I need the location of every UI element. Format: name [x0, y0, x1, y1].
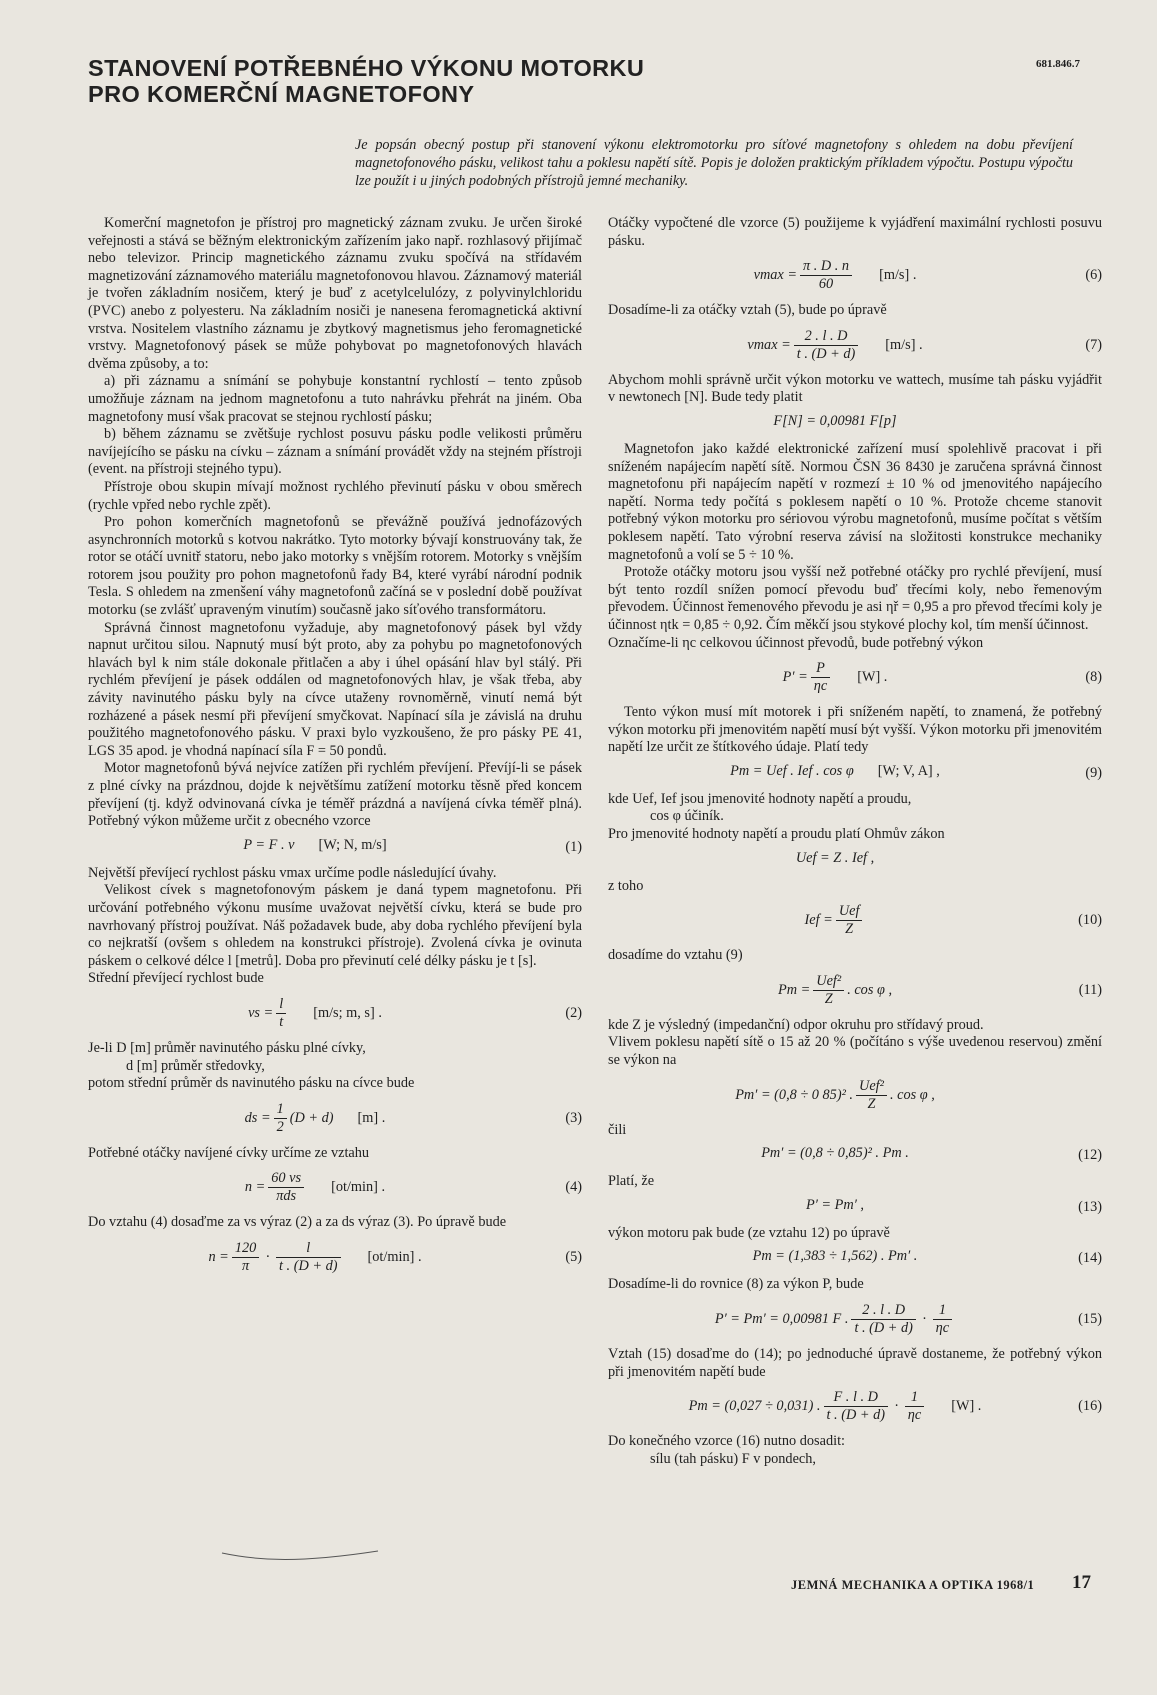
equation-11: Pm = $\frac{\text{Uef²}}{Z}$ . cos φ , (11)	[777, 972, 1102, 1007]
paragraph: Označíme-li ηc celkovou účinnost převodů, bude potřebný výkon	[608, 634, 984, 651]
paragraph: Motor magnetofonů bývá nejvíce zatížen při rychlém převíjení. Převíjí-li se pásek z plné cívky na prázdnou, dojde k největšímu zatížení motorku těsně před koncem převíjení (tj. když odvinovaná cívka je téměř prázdná a navíjená cívka téměř plná). Potřebný výkon můžeme určit z obecného vzorce	[88, 760, 582, 830]
equation-7: vmax = $\frac{2 . l . D}{t . (D + d)}$ [m/s] . (7)	[747, 327, 1102, 362]
equation-6: vmax = $\frac{\pi . D . n}{60}$ [m/s] . (6)	[753, 258, 1102, 293]
paragraph: Dosadíme-li za otáčky vztah (5), bude po úpravě	[608, 302, 887, 319]
paragraph: čili	[608, 1121, 627, 1138]
journal-footer: JEMNÁ MECHANIKA A OPTIKA 1968/1	[791, 1578, 1035, 1592]
equation-5: n = $\frac{120}{\pi}$ · $\frac{l}{t . (D + d)}$ [ot/min] . (5)	[208, 1239, 582, 1274]
paragraph: b) během záznamu se zvětšuje rychlost posuvu pásku podle velikosti průměru navíjejícího se pásku na cívku – záznam a snímání provádět vždy na stejném přístroji (event. na přístroji stejného typu).	[88, 426, 582, 478]
paragraph: Komerční magnetofon je přístroj pro magnetický záznam zvuku. Je určen široké veřejnosti a stává se běžným elektronickým zařízením jako např. rozhlasový přijímač nebo televizor. Princip magnetického záznamu zvuku spočívá na střídavém magnetizování záznamového materiálu magnetofonovou hlavou. Záznamový materiál je tvořen základním nosičem, který je buď z acetylcelulózy, z polyvinylchloridu (PVC) anebo z polyesteru. Na základním nosiči je nanesena feromagnetická aktivní vrstva. Nositelem vlastního záznamu je zbytkový magnetismus jeho feromagnetické vrstvy. Magnetofonový pásek se může pohybovat po magnetofonových hlavách dvěma způsoby, a to:	[88, 215, 582, 372]
paragraph: a) při záznamu a snímání se pohybuje konstantní rychlostí – tento způsob umožňuje záznam na jednom magnetofonu a tuto nahrávku přehrát na jiném. Oba magnetofony musí však pracovat se stejnou rychlostí pásku;	[88, 373, 582, 425]
paragraph: Otáčky vypočtené dle vzorce (5) použijeme k vyjádření maximální rychlosti posuvu pásku.	[608, 215, 1102, 249]
paragraph: Pro jmenovité hodnoty napětí a proudu platí Ohmův zákon	[608, 826, 945, 843]
paragraph: Do konečného vzorce (16) nutno dosadit:	[608, 1433, 846, 1450]
equation-ohm: Uef = Z . Ief ,	[795, 849, 875, 866]
paragraph: Dosadíme-li do rovnice (8) za výkon P, bude	[608, 1276, 864, 1293]
equation-12: Pm′ = (0,8 ÷ 0,85)² . Pm . (12)	[761, 1145, 1102, 1164]
paragraph: Abychom mohli správně určit výkon motorku ve wattech, musíme tah pásku vyjádřit v newtonech [N]. Bude tedy platit	[608, 371, 1102, 406]
equation-1: P = F . v [W; N, m/s] (1)	[243, 836, 582, 855]
paragraph: Tento výkon musí mít motorek i při sníženém napětí, to znamená, že potřebný výkon motorku při jmenovitém napětí musí být vyšší. Výkon motorku při jmenovitém napětí lze určit ze štítkového údaje. Platí tedy	[608, 704, 1102, 756]
paragraph: Střední převíjecí rychlost bude	[88, 970, 264, 987]
paragraph: Velikost cívek s magnetofonovým páskem je daná typem magnetofonu. Při určování potřebného výkonu musíme uvažovat největší cívku, která se bude pro navrhovaný přístroj používat. Náš požadavek bude, aby doba rychlého převíjení byla co nejkratší (ovšem s ohledem na konstrukci přístroje). Zvolená cívka je ovinuta páskem o celkové délce l [metrů]. Doba pro převinutí celé délky pásku je t [s].	[88, 882, 582, 969]
paragraph: Do vztahu (4) dosaďme za vs výraz (2) a za ds výraz (3). Po úpravě bude	[88, 1214, 507, 1231]
paragraph: z toho	[608, 877, 644, 894]
abstract: Je popsán obecný postup při stanovení výkonu elektromotorku pro síťové magnetofony s ohledem na dobu převíjení magnetofonového pásku, velikost tahu a poklesu napětí sítě. Popis je doložen praktickým příkladem výpočtu. Postupu výpočtu lze použít i u jiných podobných přístrojů jemné mechaniky.	[355, 137, 1073, 189]
left-column	[88, 215, 582, 1284]
equation-14: Pm = (1,383 ÷ 1,562) . Pm′ . (14)	[752, 1248, 1102, 1267]
equation-force: F[N] = 0,00981 F[p]	[773, 412, 897, 429]
paragraph: Přístroje obou skupin mívají možnost rychlého převinutí pásku v obou směrech (rychle vpřed nebo rychle zpět).	[88, 478, 582, 513]
paragraph: Vlivem poklesu napětí sítě o 15 až 20 % (počítáno s výše uvedenou reservou) změní se výkon na	[608, 1034, 1102, 1069]
paragraph: Vztah (15) dosaďme do (14); po jednoduché úpravě dostaneme, že potřebný výkon při jmenovitém napětí bude	[608, 1346, 1102, 1380]
paragraph: Protože otáčky motoru jsou vyšší než potřebné otáčky pro rychlé převíjení, musí být tento rozdíl snížen pomocí převodu buď třecími koly, nebo řemenovým převodem. Účinnost řemenového převodu je asi ηř = 0,95 a pro převod třecími koly je účinnost ηtk = 0,85 ÷ 0,92. Čím měkčí jsou stykové plochy kol, tím menší účinnost.	[608, 564, 1102, 633]
equation-9: Pm = Uef . Ief . cos φ [W; V, A] , (9)	[730, 762, 1102, 782]
equation-8: P′ = $\frac{P}{\eta c}$ [W] . (8)	[782, 660, 1102, 695]
article-title: STANOVENÍ POTŘEBNÉHO VÝKONU MOTORKU PRO KOMERČNÍ MAGNETOFONY	[88, 55, 645, 107]
paragraph: Magnetofon jako každé elektronické zařízení musí spolehlivě pracovat i při sníženém napájecím napětí sítě. Normou ČSN 36 8430 je zaručena správná činnost magnetofonu při napájecím napětí v rozmezí ± 10 % od jmenovitého napájecího napětí. Norma tedy počítá s poklesem napětí o 10 %. Protože chceme stanovit potřebný výkon motorku pro sériovou výrobu magnetofonů, musíme počítat s větším poklesem napětí. Tato výrobní reserva závisí na složitosti konstrukce mechaniky magnetofonů a volí se 5 ÷ 10 %.	[608, 440, 1102, 563]
equation-10: Ief = $\frac{\text{Uef}}{Z}$ (10)	[804, 903, 1102, 938]
equation-12a: Pm′ = (0,8 ÷ 0 85)² . $\frac{\text{Uef²}}{Z}$ . cos φ ,	[735, 1077, 935, 1112]
equation-15: P′ = Pm′ = 0,00981 F . $\frac{2 . l . D}{t . (D + d)}$ · $\frac{1}{\eta c}$ (15)	[714, 1302, 1102, 1336]
paragraph: d [m] průměr středovky,	[126, 1057, 265, 1074]
paragraph: cos φ účiník.	[650, 808, 724, 825]
paragraph: sílu (tah pásku) F v pondech,	[650, 1450, 816, 1467]
page-number: 17	[1072, 1572, 1091, 1593]
pen-squiggle	[220, 1545, 380, 1565]
paragraph: Je-li D [m] průměr navinutého pásku plné cívky,	[88, 1039, 366, 1056]
equation-2: vs = $\frac{l}{t}$ [m/s; m, s] . (2)	[248, 995, 582, 1030]
equation-16: Pm = (0,027 ÷ 0,031) . $\frac{F . l . D}{t . (D + d)}$ · $\frac{1}{\eta c}$ [W] . (16)	[688, 1389, 1102, 1424]
equation-3: ds = $\frac{1}{2}$ (D + d) [m] . (3)	[244, 1100, 582, 1135]
equation-4: n = $\frac{60 vs}{\text{πds}}$ [ot/min] . (4)	[244, 1170, 582, 1205]
paragraph: Platí, že	[608, 1173, 655, 1190]
equation-13: P′ = Pm′ , (13)	[806, 1196, 1102, 1216]
paragraph: kde Uef, Ief jsou jmenovité hodnoty napětí a proudu,	[608, 790, 912, 807]
udc-code: 681.846.7	[1036, 58, 1080, 70]
paragraph: Potřebné otáčky navíjené cívky určíme ze vztahu	[88, 1144, 370, 1161]
right-column	[608, 215, 1102, 1468]
paragraph: výkon motoru pak bude (ze vztahu 12) po úpravě	[608, 1224, 890, 1241]
paragraph: potom střední průměr ds navinutého pásku na cívce bude	[88, 1075, 415, 1092]
paragraph: Největší převíjecí rychlost pásku vmax určíme podle následující úvahy.	[88, 864, 497, 881]
paragraph: Pro pohon komerčních magnetofonů se převážně používá jednofázových asynchronních motorků s kotvou nakrátko. Tyto motorky bývají konstruovány tak, že rotor se otáčí uvnitř statoru, nebo jako motorky s vnějším rotorem. Motorky s vnějším rotorem jsou použity pro pohon magnetofonů řady B4, které vyrábí národní podnik Tesla. S ohledem na zmenšení váhy magnetofonů začíná se v poslední době používat motorku (se zvlášť upraveným vinutím) současně jako síťového transformátoru.	[88, 514, 582, 619]
paragraph: dosadíme do vztahu (9)	[608, 947, 743, 964]
paragraph: kde Z je výsledný (impedanční) odpor okruhu pro střídavý proud.	[608, 1016, 984, 1033]
paragraph: Správná činnost magnetofonu vyžaduje, aby magnetofonový pásek byl vždy napnut určitou silou. Napnutý musí být proto, aby za pohybu po magnetofonových hlavách byl k nim stále dokonale přitlačen a aby i úhel opásání hlav byl stálý. Při rychlém převíjení je pásek oddálen od magnetofonových hlav, je však třeba, aby závity navinutého pásku byly na cívce utaženy rovnoměrně, vinutí nemá být rozházené a pásek nesmí při převíjení smyčkovat. Napínací síla je závislá na druhu použitého magnetofonového pásku. V praxi bylo vyzkoušeno, že pro pásky PE 41, LGS 35 apod. je vhodná napínací síla F = 50 pondů.	[88, 619, 582, 759]
